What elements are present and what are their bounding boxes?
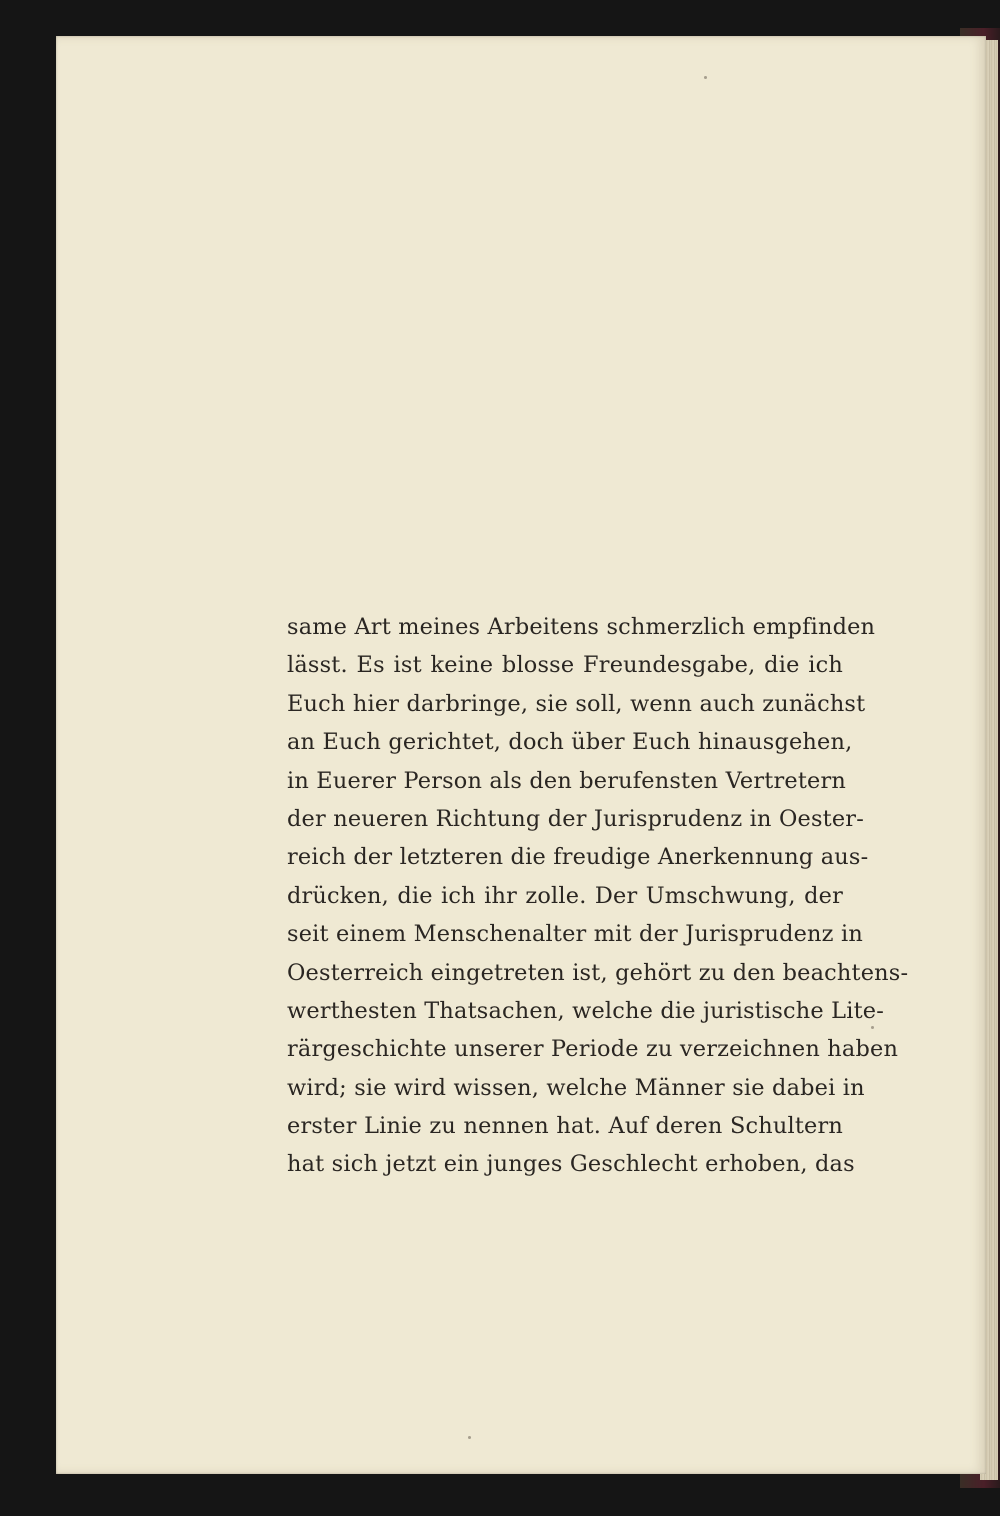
text-line: rärgeschichte unserer Periode zu verzeichnen haben bbox=[287, 1036, 899, 1063]
text-line: drücken, die ich ihr zolle. Der Umschwung, der bbox=[287, 882, 843, 909]
body-text bbox=[287, 608, 909, 1184]
text-line: erster Linie zu nennen hat. Auf deren Schultern bbox=[287, 1113, 843, 1140]
text-line: Oesterreich eingetreten ist, gehört zu den beachtens- bbox=[287, 959, 909, 986]
text-line: seit einem Menschenalter mit der Jurisprudenz in bbox=[287, 921, 863, 948]
paper-speck bbox=[871, 1026, 874, 1029]
paper-speck bbox=[468, 1436, 471, 1439]
text-line: lässt. Es ist keine blosse Freundesgabe, die ich bbox=[287, 652, 843, 679]
text-line: same Art meines Arbeitens schmerzlich empfinden bbox=[287, 614, 876, 640]
paper-page bbox=[56, 36, 986, 1474]
text-line: an Euch gerichtet, doch über Euch hinausgehen, bbox=[287, 729, 853, 756]
text-line: hat sich jetzt ein junges Geschlecht erhoben, das bbox=[287, 1151, 855, 1178]
text-line: werthesten Thatsachen, welche die juristische Lite- bbox=[287, 997, 884, 1024]
text-line: wird; sie wird wissen, welche Männer sie dabei in bbox=[287, 1074, 865, 1101]
paper-speck bbox=[704, 76, 707, 79]
text-line: der neueren Richtung der Jurisprudenz in Oester- bbox=[287, 805, 864, 832]
text-line: reich der letzteren die freudige Anerkennung aus- bbox=[287, 844, 869, 871]
text-line: in Euerer Person als den berufensten Vertretern bbox=[287, 767, 846, 794]
text-line: Euch hier darbringe, sie soll, wenn auch zunächst bbox=[287, 690, 866, 717]
